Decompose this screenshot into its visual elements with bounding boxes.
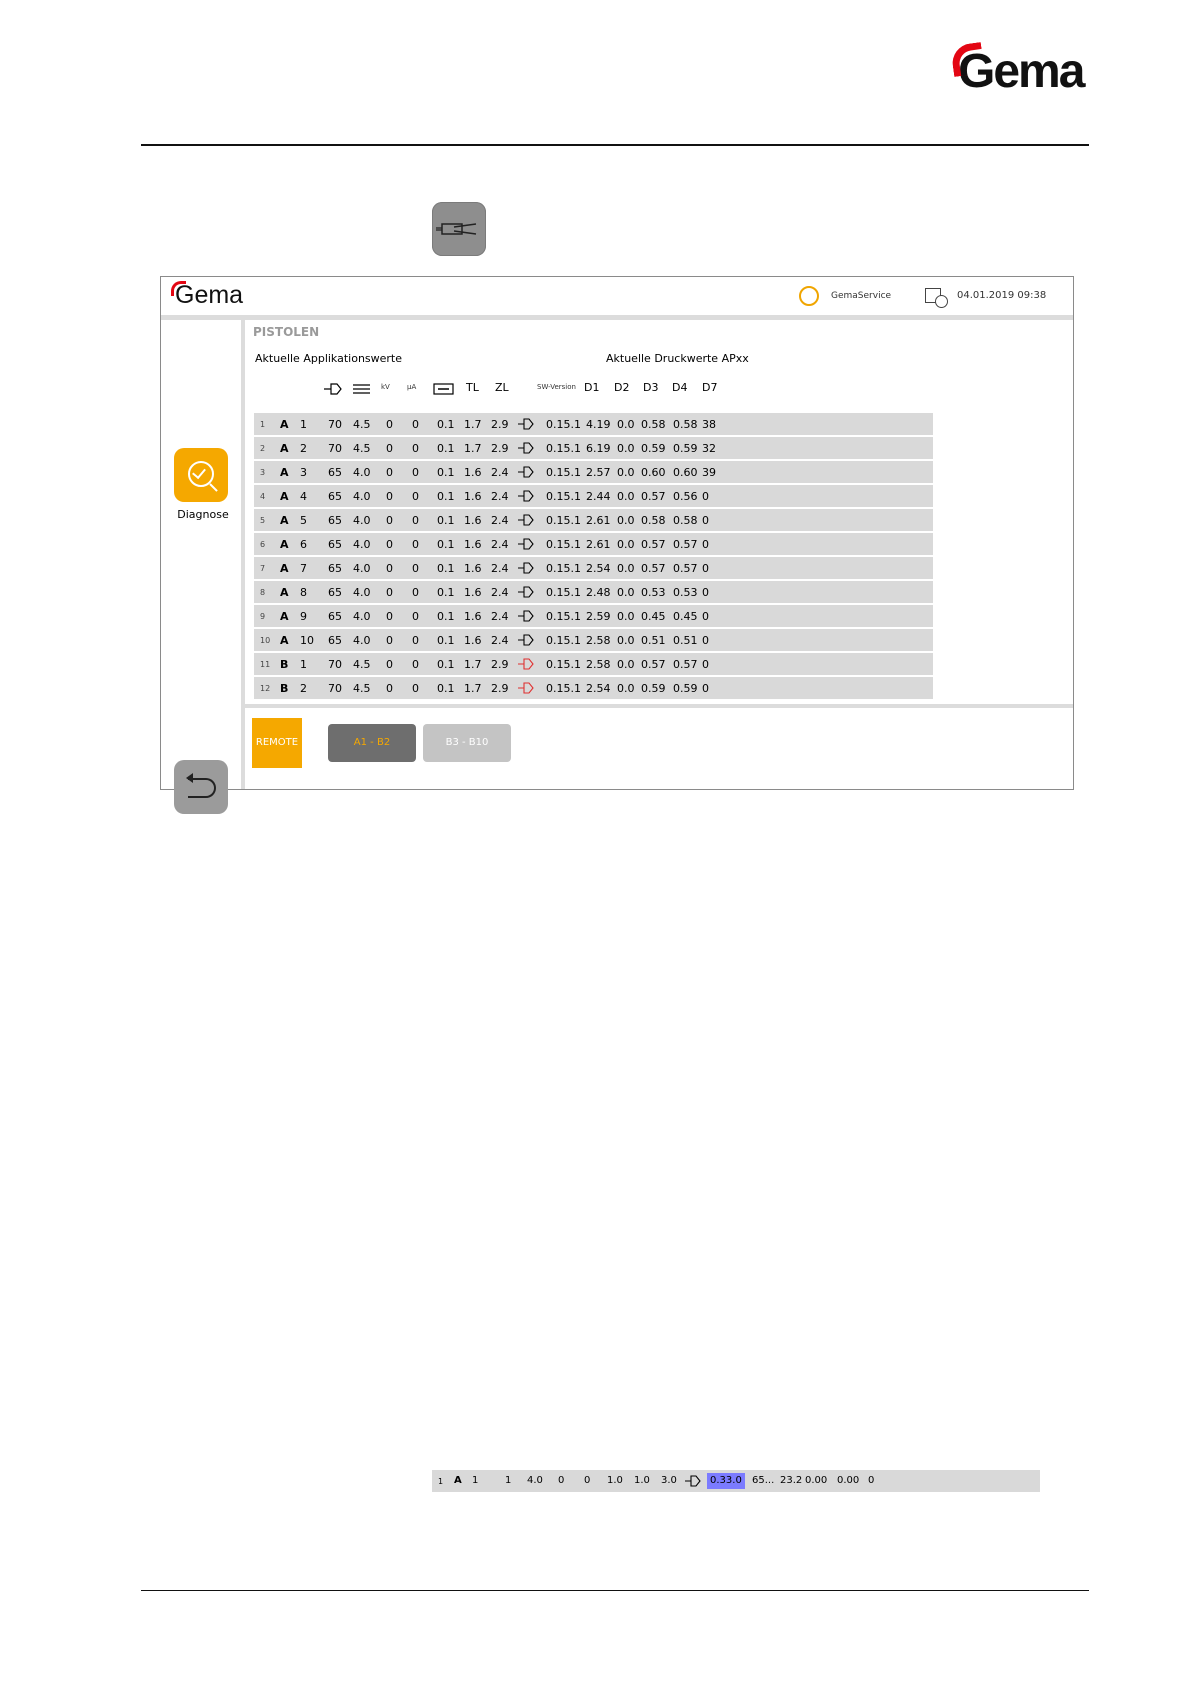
cell-letter: A xyxy=(280,418,289,431)
cell-ua: 0 xyxy=(412,538,419,551)
gun-status-icon xyxy=(517,634,537,646)
cell-v1: 70 xyxy=(328,442,342,455)
cell-idx: 5 xyxy=(260,516,266,525)
screen-logo-swoosh-icon xyxy=(171,281,186,296)
cell-d3: 0.57 xyxy=(641,562,666,575)
cell-letter: B xyxy=(280,682,289,695)
cell-sw: 0.15.1 xyxy=(546,658,581,671)
strip-v8: 65... xyxy=(752,1475,775,1486)
cell-zl: 2.4 xyxy=(491,466,509,479)
cell-v2: 4.0 xyxy=(353,610,371,623)
cell-sw: 0.15.1 xyxy=(546,442,581,455)
datetime: 04.01.2019 09:38 xyxy=(957,290,1047,301)
detail-strip xyxy=(432,1470,1040,1492)
cell-num: 8 xyxy=(300,586,307,599)
cell-tl: 1.6 xyxy=(464,538,482,551)
strip-idx: 1 xyxy=(438,1477,444,1486)
col-d7: D7 xyxy=(702,381,718,394)
cell-d7: 0 xyxy=(702,658,709,671)
cell-d3: 0.59 xyxy=(641,442,666,455)
cell-d2: 0.0 xyxy=(617,538,635,551)
cell-d1: 2.61 xyxy=(586,514,611,527)
cell-kv: 0 xyxy=(386,466,393,479)
cell-c: 0.1 xyxy=(437,418,455,431)
cell-tl: 1.7 xyxy=(464,658,482,671)
cell-zl: 2.4 xyxy=(491,514,509,527)
electrode-air-icon xyxy=(433,383,455,395)
cell-c: 0.1 xyxy=(437,658,455,671)
cell-num: 1 xyxy=(300,658,307,671)
cell-d1: 2.58 xyxy=(586,634,611,647)
user-name: GemaService xyxy=(831,291,892,301)
col-tl: TL xyxy=(466,381,479,394)
col-d4: D4 xyxy=(672,381,688,394)
diagnose-label: Diagnose xyxy=(177,508,229,521)
back-arrow-head-icon xyxy=(186,773,193,783)
control-screen xyxy=(160,276,1074,790)
cell-ua: 0 xyxy=(412,610,419,623)
powder-flow-icon xyxy=(352,383,372,395)
cell-tl: 1.6 xyxy=(464,586,482,599)
cell-d3: 0.57 xyxy=(641,538,666,551)
cell-d3: 0.57 xyxy=(641,658,666,671)
col-d2: D2 xyxy=(614,381,630,394)
screen-logo xyxy=(175,283,243,308)
cell-v1: 65 xyxy=(328,586,342,599)
cell-d2: 0.0 xyxy=(617,610,635,623)
strip-gun-icon xyxy=(684,1475,704,1487)
cell-d1: 2.59 xyxy=(586,610,611,623)
cell-sw: 0.15.1 xyxy=(546,682,581,695)
cell-letter: A xyxy=(280,538,289,551)
cell-kv: 0 xyxy=(386,442,393,455)
cell-d4: 0.57 xyxy=(673,562,698,575)
strip-v5: 1.0 xyxy=(607,1475,623,1486)
cell-d1: 2.44 xyxy=(586,490,611,503)
cell-letter: B xyxy=(280,658,289,671)
cell-d4: 0.57 xyxy=(673,538,698,551)
sidebar-divider xyxy=(241,320,245,789)
gun-status-icon xyxy=(517,514,537,526)
cell-d2: 0.0 xyxy=(617,634,635,647)
cell-sw: 0.15.1 xyxy=(546,466,581,479)
cell-kv: 0 xyxy=(386,586,393,599)
table-row[interactable] xyxy=(254,629,933,653)
strip-v2: 4.0 xyxy=(527,1475,543,1486)
cell-d4: 0.51 xyxy=(673,634,698,647)
cell-num: 2 xyxy=(300,442,307,455)
cell-sw: 0.15.1 xyxy=(546,514,581,527)
subtitle-application-values: Aktuelle Applikationswerte xyxy=(255,352,403,365)
cell-tl: 1.6 xyxy=(464,514,482,527)
cell-ua: 0 xyxy=(412,490,419,503)
cell-kv: 0 xyxy=(386,418,393,431)
cell-idx: 11 xyxy=(260,660,271,669)
cell-zl: 2.4 xyxy=(491,562,509,575)
table-row[interactable] xyxy=(254,485,933,509)
cell-v1: 65 xyxy=(328,490,342,503)
table-row[interactable] xyxy=(254,653,933,677)
table-row[interactable] xyxy=(254,533,933,557)
cell-ua: 0 xyxy=(412,562,419,575)
cell-c: 0.1 xyxy=(437,538,455,551)
cell-tl: 1.6 xyxy=(464,610,482,623)
cell-num: 6 xyxy=(300,538,307,551)
cell-sw: 0.15.1 xyxy=(546,490,581,503)
col-sw-version: SW-Version xyxy=(537,383,576,391)
cell-d7: 0 xyxy=(702,586,709,599)
cell-zl: 2.9 xyxy=(491,442,509,455)
gema-logo xyxy=(958,45,1084,98)
cell-c: 0.1 xyxy=(437,466,455,479)
cell-d4: 0.58 xyxy=(673,418,698,431)
cell-tl: 1.6 xyxy=(464,634,482,647)
col-kv: kV xyxy=(381,383,390,391)
cell-v2: 4.0 xyxy=(353,466,371,479)
cell-c: 0.1 xyxy=(437,442,455,455)
cell-d4: 0.45 xyxy=(673,610,698,623)
user-icon[interactable] xyxy=(799,286,819,306)
cell-sw: 0.15.1 xyxy=(546,586,581,599)
cell-d4: 0.59 xyxy=(673,682,698,695)
cell-kv: 0 xyxy=(386,562,393,575)
cell-d7: 39 xyxy=(702,466,716,479)
strip-num: 1 xyxy=(472,1475,479,1486)
cell-ua: 0 xyxy=(412,514,419,527)
gun-status-icon xyxy=(517,658,537,670)
cell-idx: 7 xyxy=(260,564,266,573)
cell-num: 7 xyxy=(300,562,307,575)
cell-num: 1 xyxy=(300,418,307,431)
cell-d2: 0.0 xyxy=(617,466,635,479)
strip-v1: 1 xyxy=(505,1475,512,1486)
cell-letter: A xyxy=(280,610,289,623)
cell-kv: 0 xyxy=(386,538,393,551)
cell-idx: 12 xyxy=(260,684,271,693)
cell-sw: 0.15.1 xyxy=(546,418,581,431)
col-d1: D1 xyxy=(584,381,600,394)
table-row[interactable] xyxy=(254,581,933,605)
cell-v2: 4.0 xyxy=(353,538,371,551)
cell-d1: 2.54 xyxy=(586,682,611,695)
cell-c: 0.1 xyxy=(437,682,455,695)
cell-v2: 4.0 xyxy=(353,490,371,503)
cell-sw: 0.15.1 xyxy=(546,634,581,647)
cell-c: 0.1 xyxy=(437,490,455,503)
gun-status-icon xyxy=(517,490,537,502)
cell-v1: 70 xyxy=(328,682,342,695)
table-row[interactable] xyxy=(254,605,933,629)
cell-d4: 0.56 xyxy=(673,490,698,503)
cell-num: 3 xyxy=(300,466,307,479)
cell-letter: A xyxy=(280,634,289,647)
cell-d1: 6.19 xyxy=(586,442,611,455)
cell-d7: 0 xyxy=(702,538,709,551)
cell-d3: 0.59 xyxy=(641,682,666,695)
cell-d7: 0 xyxy=(702,490,709,503)
strip-v10: 0.00 xyxy=(805,1475,828,1486)
cell-d3: 0.58 xyxy=(641,418,666,431)
cell-letter: A xyxy=(280,442,289,455)
cell-kv: 0 xyxy=(386,682,393,695)
cell-idx: 9 xyxy=(260,612,266,621)
cell-zl: 2.9 xyxy=(491,658,509,671)
strip-letter: A xyxy=(454,1475,462,1486)
strip-v4: 0 xyxy=(584,1475,591,1486)
page-title: PISTOLEN xyxy=(253,325,320,339)
cell-d3: 0.60 xyxy=(641,466,666,479)
cell-d1: 4.19 xyxy=(586,418,611,431)
cell-sw: 0.15.1 xyxy=(546,538,581,551)
calendar-clock-icon xyxy=(925,288,941,303)
cell-idx: 8 xyxy=(260,588,266,597)
cell-tl: 1.6 xyxy=(464,466,482,479)
table-row[interactable] xyxy=(254,413,933,437)
cell-d2: 0.0 xyxy=(617,442,635,455)
gun-status-icon xyxy=(517,466,537,478)
cell-v1: 65 xyxy=(328,514,342,527)
cell-idx: 3 xyxy=(260,468,266,477)
header-rule xyxy=(141,144,1089,146)
cell-kv: 0 xyxy=(386,514,393,527)
table-row[interactable] xyxy=(254,557,933,581)
strip-v12: 0 xyxy=(868,1475,875,1486)
cell-num: 2 xyxy=(300,682,307,695)
gun-column-icon xyxy=(323,383,345,395)
cell-tl: 1.7 xyxy=(464,418,482,431)
cell-v1: 65 xyxy=(328,610,342,623)
cell-idx: 1 xyxy=(260,420,266,429)
cell-ua: 0 xyxy=(412,634,419,647)
cell-tl: 1.7 xyxy=(464,442,482,455)
cell-ua: 0 xyxy=(412,466,419,479)
cell-ua: 0 xyxy=(412,418,419,431)
gun-status-icon xyxy=(517,442,537,454)
cell-letter: A xyxy=(280,586,289,599)
cell-v2: 4.5 xyxy=(353,418,371,431)
gun-status-icon xyxy=(517,586,537,598)
tab-a1-b2[interactable]: A1 - B2 xyxy=(328,724,416,762)
cell-d7: 0 xyxy=(702,514,709,527)
col-d3: D3 xyxy=(643,381,659,394)
cell-sw: 0.15.1 xyxy=(546,562,581,575)
cell-d1: 2.57 xyxy=(586,466,611,479)
cell-d1: 2.61 xyxy=(586,538,611,551)
cell-v1: 65 xyxy=(328,562,342,575)
cell-tl: 1.6 xyxy=(464,490,482,503)
cell-num: 10 xyxy=(300,634,314,647)
cell-d3: 0.57 xyxy=(641,490,666,503)
cell-c: 0.1 xyxy=(437,562,455,575)
strip-v9: 23.2 xyxy=(780,1475,803,1486)
logo-text: Gema xyxy=(958,45,1084,98)
cell-d3: 0.58 xyxy=(641,514,666,527)
table-row[interactable] xyxy=(254,437,933,461)
strip-v6: 1.0 xyxy=(634,1475,650,1486)
cell-c: 0.1 xyxy=(437,610,455,623)
cell-zl: 2.4 xyxy=(491,610,509,623)
cell-num: 4 xyxy=(300,490,307,503)
cell-d2: 0.0 xyxy=(617,418,635,431)
cell-d4: 0.60 xyxy=(673,466,698,479)
cell-v2: 4.5 xyxy=(353,658,371,671)
cell-ua: 0 xyxy=(412,682,419,695)
remote-button[interactable]: REMOTE xyxy=(252,718,302,768)
cell-d2: 0.0 xyxy=(617,658,635,671)
cell-tl: 1.7 xyxy=(464,682,482,695)
cell-zl: 2.4 xyxy=(491,490,509,503)
cell-ua: 0 xyxy=(412,658,419,671)
cell-v1: 70 xyxy=(328,418,342,431)
cell-ua: 0 xyxy=(412,586,419,599)
cell-d3: 0.53 xyxy=(641,586,666,599)
cell-d4: 0.59 xyxy=(673,442,698,455)
cell-c: 0.1 xyxy=(437,634,455,647)
cell-v1: 65 xyxy=(328,538,342,551)
cell-d7: 38 xyxy=(702,418,716,431)
cell-d7: 32 xyxy=(702,442,716,455)
back-button[interactable] xyxy=(174,760,228,814)
tab-b3-b10[interactable]: B3 - B10 xyxy=(423,724,511,762)
cell-kv: 0 xyxy=(386,658,393,671)
footer-rule xyxy=(141,1590,1089,1591)
table-row[interactable] xyxy=(254,677,933,701)
cell-v1: 65 xyxy=(328,466,342,479)
cell-d7: 0 xyxy=(702,634,709,647)
strip-v3: 0 xyxy=(558,1475,565,1486)
cell-idx: 10 xyxy=(260,636,271,645)
cell-zl: 2.4 xyxy=(491,538,509,551)
cell-kv: 0 xyxy=(386,490,393,503)
cell-v2: 4.0 xyxy=(353,562,371,575)
sidebar xyxy=(161,320,241,789)
cell-letter: A xyxy=(280,466,289,479)
col-zl: ZL xyxy=(495,381,509,394)
header-divider xyxy=(161,315,1073,320)
cell-kv: 0 xyxy=(386,634,393,647)
cell-d2: 0.0 xyxy=(617,490,635,503)
cell-zl: 2.4 xyxy=(491,586,509,599)
gun-status-icon xyxy=(517,418,537,430)
cell-d1: 2.58 xyxy=(586,658,611,671)
subtitle-pressure-values: Aktuelle Druckwerte APxx xyxy=(606,352,749,365)
cell-d4: 0.53 xyxy=(673,586,698,599)
table-row[interactable] xyxy=(254,509,933,533)
cell-sw: 0.15.1 xyxy=(546,610,581,623)
screen-logo-text: Gema xyxy=(175,281,244,309)
cell-idx: 2 xyxy=(260,444,266,453)
cell-d7: 0 xyxy=(702,610,709,623)
cell-letter: A xyxy=(280,514,289,527)
col-ua: µA xyxy=(407,383,417,391)
cell-zl: 2.9 xyxy=(491,682,509,695)
cell-letter: A xyxy=(280,562,289,575)
cell-d3: 0.45 xyxy=(641,610,666,623)
cell-kv: 0 xyxy=(386,610,393,623)
cell-d1: 2.54 xyxy=(586,562,611,575)
cell-v2: 4.5 xyxy=(353,442,371,455)
gun-status-icon xyxy=(517,562,537,574)
cell-v2: 4.5 xyxy=(353,682,371,695)
cell-c: 0.1 xyxy=(437,586,455,599)
logo-swoosh-icon xyxy=(950,42,985,77)
diagnose-button[interactable] xyxy=(174,448,228,502)
strip-v11: 0.00 xyxy=(837,1475,860,1486)
cell-tl: 1.6 xyxy=(464,562,482,575)
strip-highlight-value: 0.33.0 xyxy=(707,1473,745,1489)
spray-gun-icon xyxy=(432,202,486,256)
gun-status-icon xyxy=(517,610,537,622)
cell-d7: 0 xyxy=(702,562,709,575)
strip-v7: 3.0 xyxy=(661,1475,677,1486)
screen-header xyxy=(161,277,1073,315)
cell-d2: 0.0 xyxy=(617,562,635,575)
cell-zl: 2.9 xyxy=(491,418,509,431)
cell-v2: 4.0 xyxy=(353,586,371,599)
gun-button[interactable] xyxy=(432,202,486,256)
cell-idx: 6 xyxy=(260,540,266,549)
cell-d2: 0.0 xyxy=(617,682,635,695)
cell-c: 0.1 xyxy=(437,514,455,527)
cell-zl: 2.4 xyxy=(491,634,509,647)
cell-v2: 4.0 xyxy=(353,634,371,647)
cell-v1: 65 xyxy=(328,634,342,647)
cell-idx: 4 xyxy=(260,492,266,501)
cell-d1: 2.48 xyxy=(586,586,611,599)
cell-d2: 0.0 xyxy=(617,586,635,599)
cell-num: 9 xyxy=(300,610,307,623)
cell-v1: 70 xyxy=(328,658,342,671)
cell-d4: 0.57 xyxy=(673,658,698,671)
cell-v2: 4.0 xyxy=(353,514,371,527)
cell-ua: 0 xyxy=(412,442,419,455)
gun-status-icon xyxy=(517,682,537,694)
bottom-divider xyxy=(245,704,1073,708)
cell-d4: 0.58 xyxy=(673,514,698,527)
table-row[interactable] xyxy=(254,461,933,485)
cell-letter: A xyxy=(280,490,289,503)
gun-status-icon xyxy=(517,538,537,550)
cell-d3: 0.51 xyxy=(641,634,666,647)
cell-num: 5 xyxy=(300,514,307,527)
cell-d2: 0.0 xyxy=(617,514,635,527)
cell-d7: 0 xyxy=(702,682,709,695)
